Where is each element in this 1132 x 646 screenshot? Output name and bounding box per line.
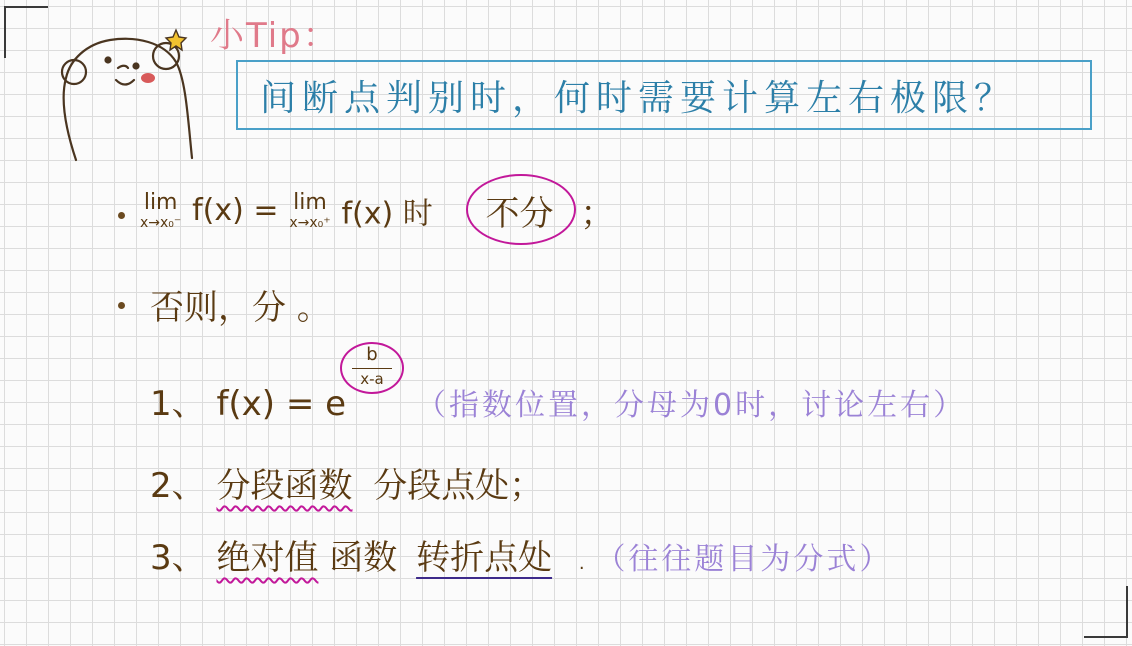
case3-note: （往往题目为分式） [595, 542, 893, 577]
rule-otherwise: 否则，分 。 [150, 288, 331, 328]
case1-note: （指数位置，分母为0时，讨论左右） [416, 388, 967, 423]
case-absolute-value [150, 530, 892, 579]
case3-text: 函数 [329, 538, 398, 578]
case3-number: 3、 [150, 538, 206, 578]
case3-dot: . [578, 553, 585, 574]
question-text: 间断点判别时，何时需要计算左右极限？ [260, 77, 1017, 119]
question-box [236, 60, 1092, 130]
case2-number: 2、 [150, 466, 206, 506]
circled-no-split: 不分 [470, 186, 570, 235]
case2-text: 分段点处； [373, 466, 544, 506]
frame-corner-top-left [4, 6, 48, 58]
fraction-bar [352, 368, 392, 369]
case-piecewise [150, 458, 543, 507]
tip-title: 小Tip： [210, 16, 339, 56]
bullet-dot [118, 212, 125, 219]
case2-highlight: 分段函数 [216, 466, 353, 506]
case3-underlined: 转折点处 [416, 538, 553, 578]
frame-corner-bottom-right [1084, 586, 1128, 638]
right-function: f(x) 时 [341, 196, 433, 232]
right-limit: lim x→x₀⁺ [289, 189, 331, 231]
semicolon: ； [580, 194, 615, 234]
bear-doodle-icon [56, 20, 206, 170]
exponent-fraction [340, 342, 404, 394]
case1-formula: 1、 f(x) = e [150, 384, 347, 424]
left-limit: lim x→x₀⁻ [140, 189, 182, 231]
bullet-dot [118, 302, 125, 309]
rule-limits-equal [140, 186, 614, 235]
exponent-numerator: b [366, 344, 378, 365]
case-exponent [150, 376, 346, 425]
case3-highlight: 绝对值 [216, 538, 319, 578]
left-function: f(x) = [192, 193, 279, 228]
exponent-denominator: x-a [360, 370, 384, 388]
